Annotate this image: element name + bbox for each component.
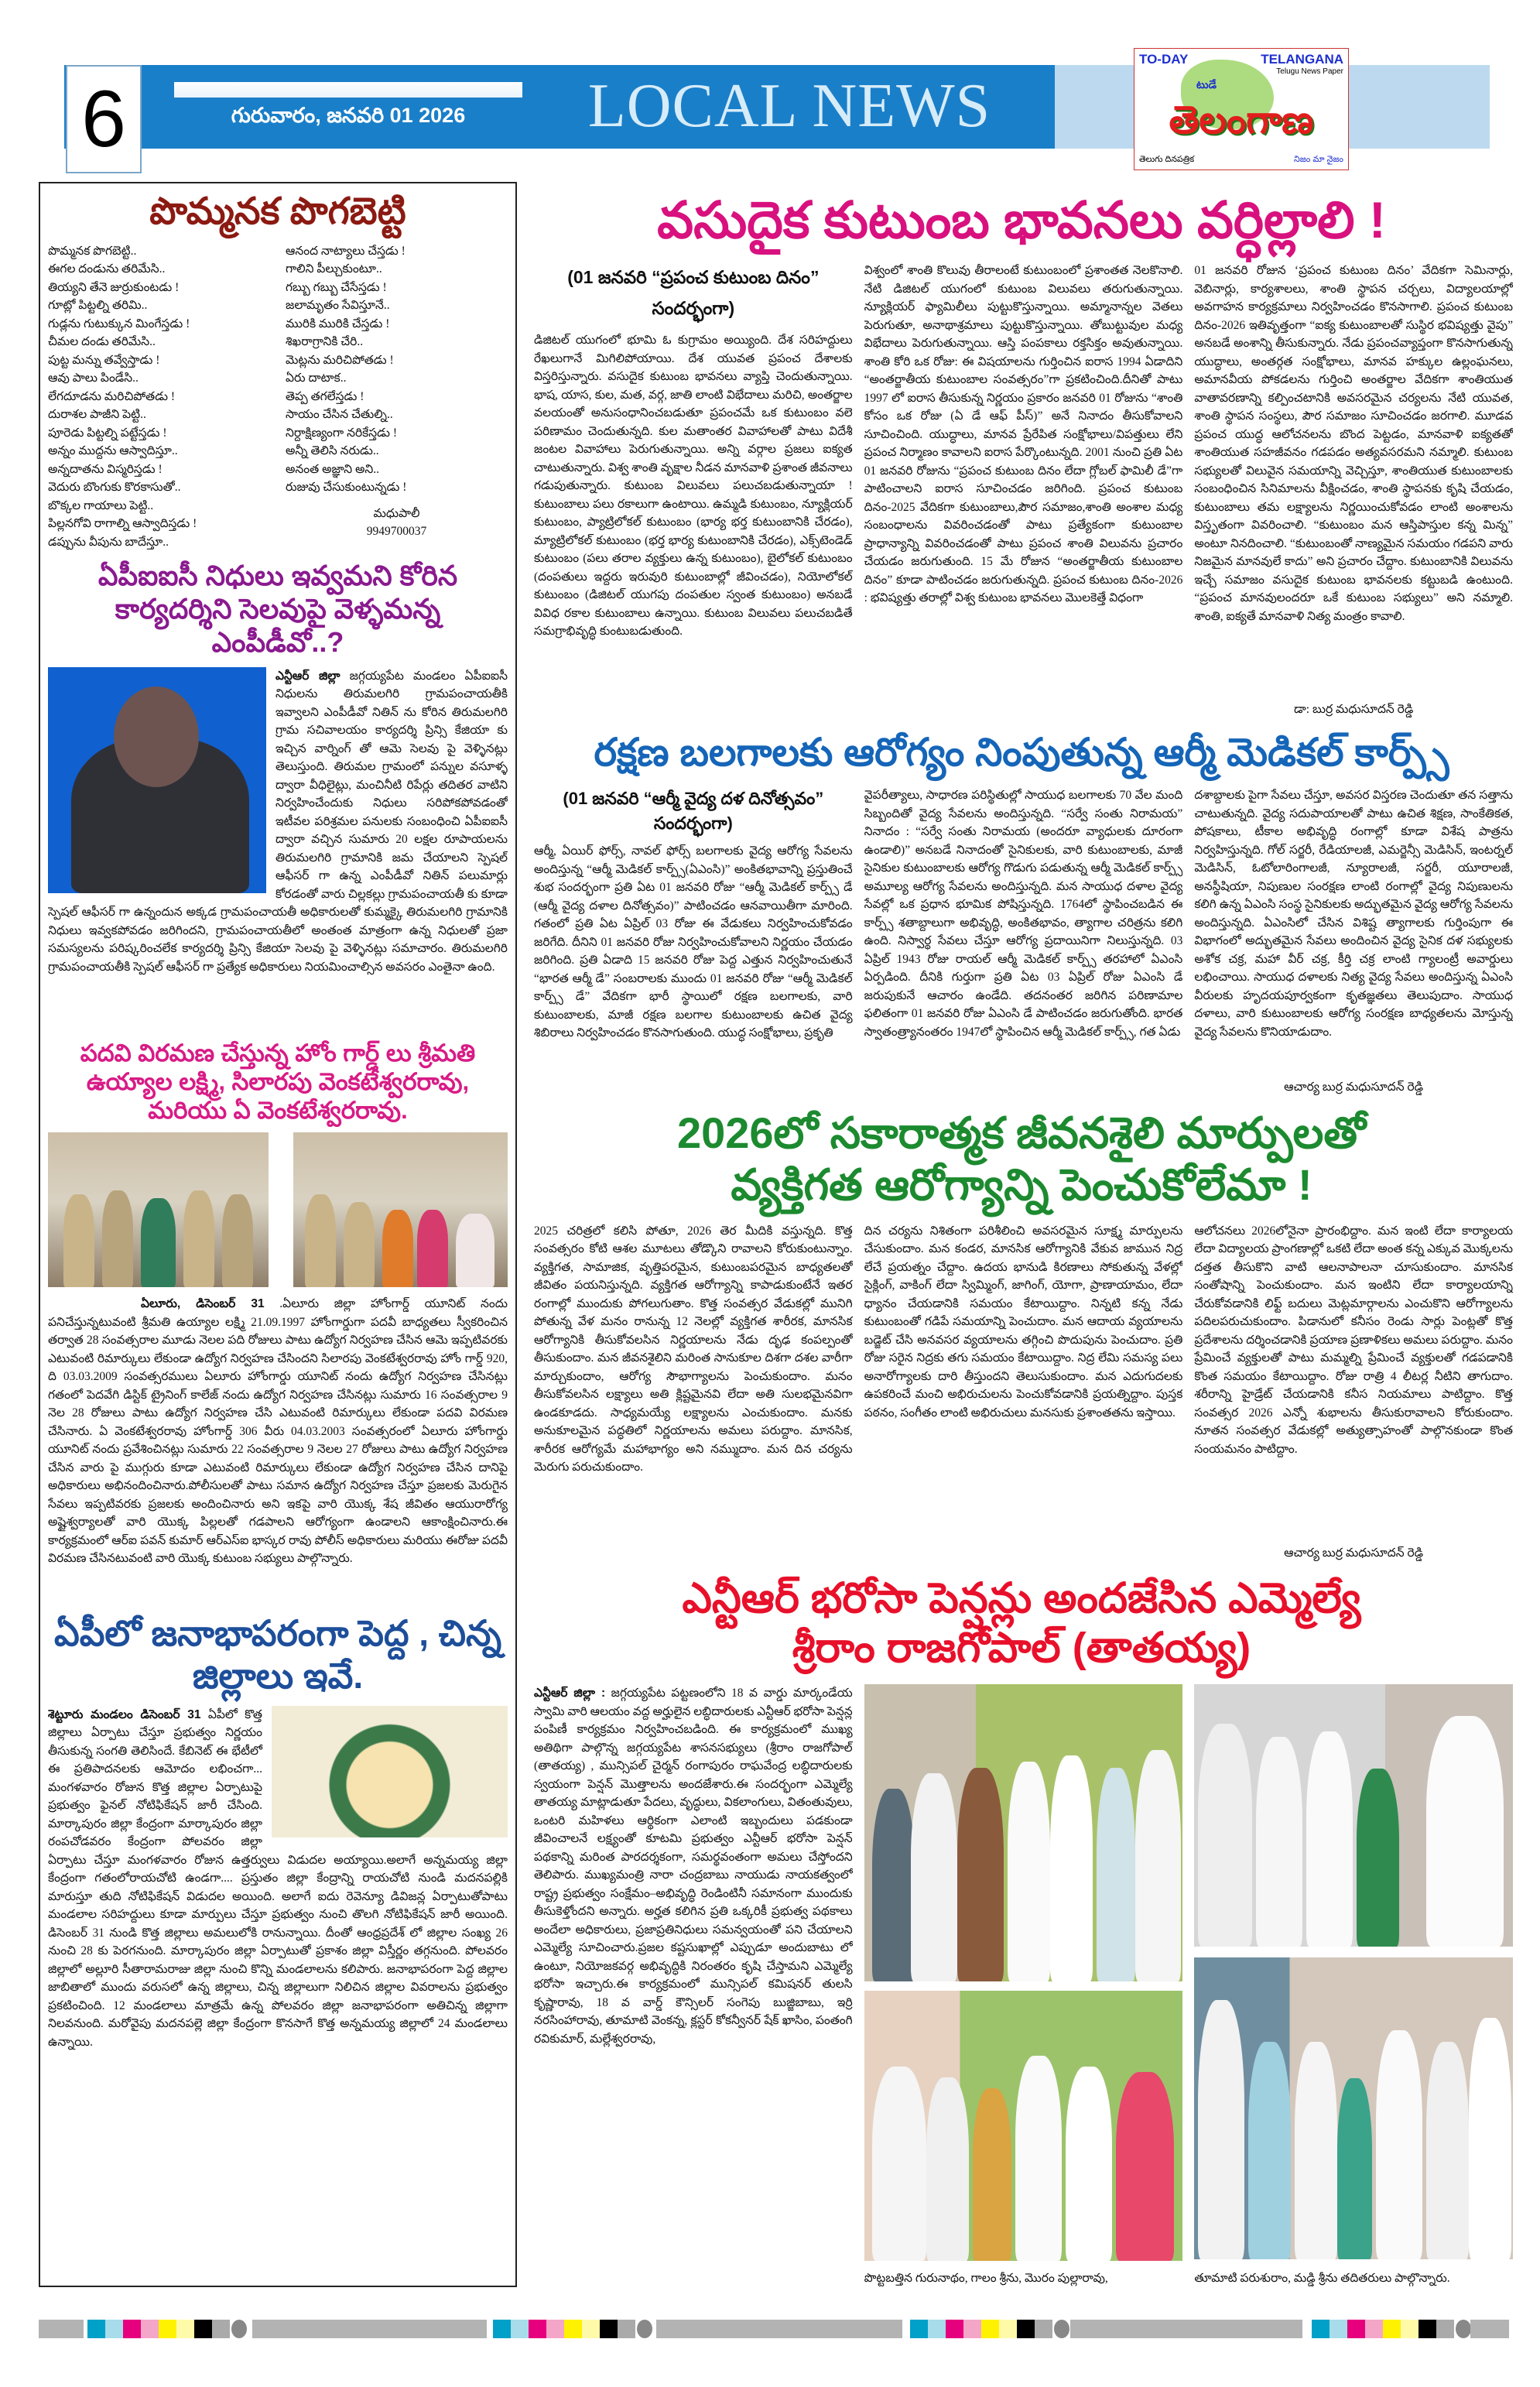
apiic-body-rest: నితిన్ పలుమార్లు కోరడంతో వారు చిల్లకల్లు గ్రామపంచాయతీ కు కూడా స్పెషల్ ఆఫీసర్ గా ఉన్నందున అక్కడ గ్రామపంచాయతీ అధికారులతో కుమ్మక్కై తిరుమలగిరి గ్రామానికి నిధులు ఇవ్వకపోవడం జరిగిందని, గ్రామపంచాయతీలో అంతంత మాత్రంగా ఉన్న నిధులతో ప్రజా సమస్యలను పరిష్కరించలేక కార్యదర్శి ప్రిన్సి కేజియా సెలవు పై వెళ్ళినట్లు సమాచారం. తిరుమలగిరి గ్రామపంచాయతీకి స్పెషల్ ఆఫీసర్ గా ప్రత్యేక అధికారులు నియమించాల్సిన అవసరం ఎంతైనా ఉంది. [48, 869, 508, 974]
lifestyle-col-3-wrap [1194, 1222, 1513, 1563]
poem-line: దురాశల పాజీని పెట్టి.. [48, 408, 146, 422]
homeguard-body [48, 1295, 508, 1604]
registration-mark [1456, 2320, 1471, 2338]
registration-mark [637, 2320, 652, 2338]
poem-line: చీమల దండు తరిమేసి.. [48, 335, 156, 349]
homeguard-dateline: ఏలూరు, డిసెంబర్ 31 [141, 1297, 265, 1311]
poem-line: జలామృతం సేవిస్తూనే.. [286, 299, 390, 313]
apiic-headline: ఏపీఐఐసీ నిధులు ఇవ్వమని కోరిన కార్యదర్శిని సెలవుపై వెళ్ళమన్న ఎంపీడీవో..? [98, 560, 458, 659]
color-swatch [1017, 2320, 1035, 2338]
ntr-headline-line-1: ఎన్టీఆర్ భరోసా పెన్షన్లు అందజేసిన ఎమ్మెల్యే [682, 1574, 1361, 1622]
ntr-headline [526, 1574, 1517, 1674]
districts-dateline: శెట్టూరు మండలం డిసెంబర్ 31 [48, 1707, 201, 1721]
poem-line: అనంత అజ్ఞాని అని.. [286, 462, 379, 476]
color-swatch [511, 2320, 529, 2338]
family-author: డా: బుర్ర మధుసూదన్ రెడ్డి [1293, 702, 1414, 716]
lifestyle-column-1: 2025 చరిత్రలో కలిసి పోతూ, 2026 తెర మీదికి వస్తున్నది. కొత్త సంవత్సరం కోటి ఆశల మూటలు తోడ్కొని రావాలని కోరుకుంటున్నాం. వ్యక్తిగత, సామాజిక, వృత్తిపరమైన, కుటుంబపరమైన బాధ్యతలతో జీవితం పయనిస్తున్నది. వ్యక్తిగత ఆరోగ్యాన్ని కాపాడుకుంటేనే ఇతర రంగాల్లో ముందుకు పోగలుగుతాం. కొత్త సంవత్సర వేడుకల్లో మునిగి పోతున్న వేళ మనం రానున్న 12 నెలల్లో వ్యక్తిగత శారీరక, మానసిక ఆరోగ్యానికి తీసుకోవలసిన నిర్ణయాలను నేడు దృఢ కంపల్పంతో తీసుకుందాం. మన జీవనశైలిని మరింత సానుకూల దిశగా దశల వారీగా మార్చుకుందాం, ఆరోగ్య సౌభాగ్యాలను పెంచుకుందాం. మనం తీసుకోవలసిన లక్ష్యాలు అతి క్లిష్టమైనవి లేదా అతి సులభమైనవిగా ఉండకూడదు. సాధ్యమయ్యే లక్ష్యాలను ఎంచుకుందాం. మనకు అనుకూలమైన పద్ధతిలో నిర్ణయాలను అమలు పరుద్దాం. మానసిక, శారీరక ఆరోగ్యమే మహాభాగ్యం అని నమ్ముదాం. మన దిన చర్యను మెరుగు పరుచుకుందాం. [534, 1224, 853, 1474]
color-swatch [493, 2320, 511, 2338]
ntr-columns [526, 1684, 1517, 2287]
color-swatch [1347, 2320, 1365, 2338]
color-swatch [1035, 2320, 1052, 2338]
poem-line: తియ్యని తేనె జుర్రుకుంటడు ! [48, 280, 180, 294]
poem-line: ఈగల దండును తరిమేసి.. [48, 262, 166, 276]
color-swatch [546, 2320, 564, 2338]
poem-line: అన్నదాతను విస్మరిస్తడు ! [48, 462, 163, 476]
apiic-dateline: ఎన్టీఆర్ జిల్లా [275, 669, 341, 683]
ntr-col-1-wrap [534, 1684, 853, 2287]
family-column-2: విశ్వంలో శాంతి కొలువు తీరాలంటే కుటుంబంలో ప్రశాంతత నెలకొనాలి. నేటి డిజిటల్ యుగంలో కుటుంబ విలువలు తరుగుతున్నాయి. న్యూక్లియర్ ఫ్యామిలీలు పుట్టుకొస్తున్నాయి. అమ్మానాన్నల వెతలు పెరుగుతూ, అనాథాశ్రమాలు పుట్టుకొస్తున్నాయి. తోబుట్టువుల మధ్య విభేదాలు పెరుగుతున్నాయి. ఆస్తి పంపకాలు రక్తసిక్తం అవుతున్నాయి. శాంతి కోరి ఒక రోజు: ఈ విషయాలను గుర్తించిన ఐరాస 1994 ఏడాదిని “అంతర్జాతీయ కుటుంబాల సంవత్సరం”గా ప్రకటించింది.దీనితో పాటు 1997 లో ఐరాస తీసుకున్న నిర్ణయం ప్రకారం జనవరి 01 రోజును “శాంతి కోసం ఒక రోజు (ఏ డే ఆఫ్ పీస్)” అనే నినాదం తీసుకోవాలని సూచించింది. యుద్ధాలు, మానవ ప్రేరేపిత సంక్షోభాలు/విపత్తులు లేని ప్రపంచ నిర్మాణం కావాలని ఐరాస పేర్కొంటున్నది. 2001 నుంచి ప్రతి ఏట 01 జనవరి రోజును “ప్రపంచ కుటుంబ దినం లేదా గ్లోబల్ ఫామిలీ డే”గా పాటించాలని ఐరాస సూచించడం జరిగింది. ప్రపంచ కుటుంబ దినం-2025 వేదికగా కుటుంబాలు,పౌర సమాజం,శాంతి అంశాల మధ్య సంబంధాలను వివరించడంతో పాటు ప్రత్యేకంగా కుటుంబాల ప్రాధాన్యాన్ని వివరించడంతో పాటు ప్రపంచ శాంతి విలువను ప్రచారం చేయడం జరుగుతుంది. 15 మే రోజున “అంతర్జాతీయ కుటుంబాల దినం” కూడా పాటించడం జరుగుతున్నది. ప్రపంచ కుటుంబ దినం-2026 : భవిష్యత్తు తరాల్లో విశ్వ కుటుంబ భావనలు మొలకెత్తే విధంగా [864, 264, 1183, 605]
poem-line: పొమ్మనక పొగబెట్టి.. [48, 244, 137, 258]
registration-mark [1054, 2320, 1069, 2338]
logo-telangana: TELANGANA [1261, 52, 1343, 67]
districts-body [48, 1706, 508, 2279]
poem-title: పొమ్మనక పొగబెట్టి [149, 191, 406, 232]
color-swatch [1436, 2320, 1454, 2338]
poem-line: తెప్ప తగలేస్తడు ! [286, 389, 364, 403]
newspaper-logo [1134, 48, 1349, 170]
family-columns [526, 262, 1517, 718]
army-column-2: వైపరీత్యాలు, సాధారణ పరిస్థితుల్లో సాయుధ బలగాలకు 70 వేల మంది సిబ్బందితో వైద్య సేవలను అందిస్తున్నది. “సర్వే సంతు నిరామయ” నినాదం : “సర్వే సంతు నిరామయ (అందరూ వ్యాధులకు దూరంగా ఉండాలి)” అనబడే నినాదంతో సైనికులకు, వారి కుటుంబాలకు, మాజీ సైనికుల కుటుంబాలకు ఆరోగ్య గొడుగు పడుతున్న ఆర్మీ మెడికల్ కార్ప్స్ అమూల్య ఆరోగ్య సేవలను అందిస్తున్నది. మన సాయుధ దళాల వైద్య సేవల్లో ఒక ప్రధాన భూమిక పోషిస్తున్నది. 1764లో స్థాపించబడిన ఈ కార్ప్స్ శతాబ్దాలుగా అభివృద్ధి, అంకితభావం, త్యాగాల చరిత్రను కలిగి ఉంది. నిస్వార్థ సేవలు చేస్తూ ఆరోగ్య ప్రదాయినిగా నిలుస్తున్నది. 03 ఏప్రిల్ 1943 రోజు రాయల్ ఆర్మీ మెడికల్ కార్ప్స్ తరహాలో ఏఎంసి ఏర్పడింది. దీనికి గుర్తుగా ప్రతి ఏట 03 ఏప్రిల్ రోజు ఏఎంసి డే జరుపుకునే ఆచారం ఉండేది. తదనంతర జరిగిన పరిణామాల ఫలితంగా 01 జనవరి రోజు ఏఎంసి డే పాటించడం జరుగుతోంది. భారత స్వాతంత్ర్యానంతరం 1947లో స్థాపించిన ఆర్మీ మెడికల్ కార్ప్స్, గత ఏడు [864, 789, 1183, 1039]
color-swatch [194, 2320, 212, 2338]
color-swatch [928, 2320, 946, 2338]
lifestyle-column-2: దిన చర్యను నిశితంగా పరిశీలించి అవసరమైన సూక్ష్మ మార్పులను చేసుకుందాం. మన కండర, మానసిక ఆరోగ్యానికి వేకువ జామున నిద్ర లేచే ప్రయత్నం చేద్దాం. ఉదయ భానుడి కిరణాలు సోకుతున్న వేళల్లో సైక్లింగ్, వాకింగ్ లేదా స్విమ్మింగ్, జాగింగ్, యోగా, ప్రాణాయామం, లేదా ధ్యానం చేయడానికి సమయం కేటాయిద్దాం. నిన్నటి కన్న నేడు కుటుంబంతో గడిపే సమయాన్ని పెంచుదాం. మన ఆదాయ వ్యయాలను బడ్జెట్ చేసి అనవసర వ్యయాలను తగ్గించి పొదుపును పెంచుదాం. ప్రతి రోజు సరైన నిద్రకు తగు సమయం కేటాయిద్దాం. నిద్ర లేమి సమస్య పలు అనారోగ్యాలకు దారి తీస్తుందని తెలుసుకుందాం. మన ఎదుగుదలకు ఉపకరించే మంచి అభిరుచులను పెంచుకోవడానికి ప్రయత్నిద్దాం. పుస్తక పఠనం, సంగీతం లాంటి అభిరుచులు మనసుకు ప్రశాంతతను ఇస్తాయి. [864, 1224, 1183, 1420]
color-swatch [1401, 2320, 1419, 2338]
poem-line: పిల్లనగోవి రాగాల్ని ఆస్వాదిస్తడు ! [48, 517, 197, 531]
color-swatch [618, 2320, 635, 2338]
logo-tagline-left: తెలుగు దినపత్రిక [1139, 155, 1195, 164]
color-swatch [87, 2320, 105, 2338]
lifestyle-col-2-wrap [864, 1222, 1183, 1563]
lifestyle-headline [526, 1107, 1517, 1211]
color-swatch [999, 2320, 1017, 2338]
color-swatch [582, 2320, 600, 2338]
poem-line: పుట్ట మన్ను తవ్వేస్తాడు ! [48, 353, 160, 367]
army-columns [526, 786, 1517, 1096]
color-swatch [564, 2320, 582, 2338]
right-column [526, 190, 1517, 2287]
color-swatch [1330, 2320, 1347, 2338]
homeguard-photos [48, 1132, 508, 1287]
ntr-col-3-wrap [1194, 1684, 1513, 2287]
logo-tagline-right: నిజం మా నైజం [1294, 155, 1343, 164]
gray-block [39, 2320, 84, 2338]
color-swatch [529, 2320, 546, 2338]
color-swatch [1419, 2320, 1436, 2338]
poem-phone: 9949700037 [366, 525, 427, 539]
family-col-3-wrap [1194, 262, 1513, 718]
poem-line: అన్నం ముద్దను ఆస్వాదిస్తూ.. [48, 444, 178, 458]
apiic-lead-text: జగ్గయ్యపేట మండలం ఏపీఐఐసీ నిధులను తిరుమలగిరి గ్రామపంచాయతీకి ఇవ్వాలని ఎంపీడీవో నితిన్ ను కోరిన తిరుమలగిరి గ్రామ సచివాలయం కార్యదర్శి ప్రిన్సి కేజియా కు ఇచ్చిన వార్నింగ్ తో ఆమె సెలవు పై వెళ్ళినట్లు తెలుస్తుంది. తిరుమల గ్రామంలో పన్నుల వసూళ్ళ ద్వారా వీధిలైట్లు, మంచినీటి రిపేర్లు తదితర వాటిని నిర్వహించేందుకు నిధులు సరిపోకపోవడంతో ఇటీవల పరిశ్రమల పనులకు సంబంధించి ఏపీఐఐసీ ద్వారా వచ్చిన సుమారు 20 లక్షల రూపాయలను తిరుమలగిరి గ్రామానికి జమ చేయాలని స్పెషల్ ఆఫీసర్ గా ఉన్న ఎంపీడీవో [275, 669, 508, 883]
family-col-2-wrap [864, 262, 1183, 718]
color-swatch [1365, 2320, 1383, 2338]
lifestyle-author: ఆచార్య బుర్ర మధుసూదన్ రెడ్డి [1284, 1546, 1424, 1560]
poem-line: ఆవు పాలు పిండేసి.. [48, 372, 139, 385]
homeguard-photo-2 [293, 1132, 508, 1287]
page-number: 6 [66, 65, 142, 173]
poem-author: మధుపాలీ [373, 506, 420, 520]
lifestyle-col-1-wrap [534, 1222, 853, 1563]
homeguard-photo-1 [48, 1132, 269, 1287]
poem-line: లేగదూడను మరిచిపోతడు ! [48, 389, 176, 403]
poem-line: మురికి మురికి చేస్తడు ! [286, 317, 390, 330]
date-box [174, 82, 522, 144]
poem-line: వెదురు బొంగుకు కొరకాసుతో.. [48, 481, 181, 495]
color-swatch [910, 2320, 928, 2338]
family-headline: వసుదైక కుటుంబ భావనలు వర్ధిల్లాలి ! [657, 191, 1386, 248]
districts-lead-text: ఏపీలో కొత్త జిల్లాలు ఏర్పాటు చేస్తూ ప్రభుత్వం నిర్ణయం తీసుకున్న సంగతి తెలిసిందే. కేబినెట్ ఈ భేటీలో ఈ ప్రతిపాదనలకు ఆమోదం లభించగా... మంగళవారం రోజున కొత్త జిల్లాల ఏర్పాటుపై ప్రభుత్వం ఫైనల్ నోటిఫికేషన్ జారీ చేసింది. మార్కాపురం జిల్లా కేంద్రంగా మార్కాపురం జిల్లా [48, 1707, 262, 1830]
logo-main: తెలంగాణ [1169, 98, 1314, 142]
poem-line: బొక్కల గాయాలు పెట్టి.. [48, 498, 154, 512]
color-swatch [159, 2320, 176, 2338]
poem-line: గుడ్లను గుటుక్కున మింగేస్తడు ! [48, 317, 190, 330]
poem-line: నిర్దాక్షిణ్యంగా నరికేస్తడు ! [286, 426, 397, 440]
army-column-1: ఆర్మీ, ఏయిర్ ఫోర్స్, నావల్ ఫోర్స్ బలగాలకు వైద్య ఆరోగ్య సేవలను అందిస్తున్న “ఆర్మీ మెడికల్ కార్ప్స్(ఏఎంసి)” అంకితభావాన్ని ప్రస్తుతించే శుభ సందర్భంగా ప్రతి ఏట 01 జనవరి రోజు “ఆర్మీ మెడికల్ కార్ప్స్ డే (ఆర్మీ వైద్య దళాల దినోత్సవం)” పాటించడం ఆనవాయితీగా మారింది. గతంలో ప్రతి ఏట ఏప్రిల్ 03 రోజు ఈ వేడుకలు నిర్వహించుకోవడం జరిగేది. దీనిని 01 జనవరి రోజు నిర్వహించుకోవాలని నిర్ణయం చేయడం జరిగింది. ప్రతి ఏడాది 15 జనవరి రోజు పెద్ద ఎత్తున నిర్వహించుతునే “భారత ఆర్మీ డే” సంబరాలకు ముందు 01 జనవరి రోజు “ఆర్మీ మెడికల్ కార్ప్స్ డే” వేదికగా భారీ స్థాయిలో రక్షణ బలగాలకు, వారి కుటుంబాలకు, మాజీ రక్షణ బలగాల కుటుంబాలకు ఉచిత వైద్య శిబిరాలు నిర్వహించడం కొనసాగుతుంది. యుద్ధ సంక్షోభాలు, ప్రకృతి [534, 844, 853, 1040]
poem [48, 242, 508, 552]
color-swatch [963, 2320, 981, 2338]
section-title: LOCAL NEWS [587, 72, 991, 140]
ap-emblem-image [272, 1706, 508, 1837]
poem-line: అన్నీ తెలిసి నరుడు.. [286, 444, 379, 458]
pension-photo-2 [864, 1991, 1183, 2261]
family-subtitle: (01 జనవరి “ప్రపంచ కుటుంబ దినం” సందర్భంగా) [567, 267, 820, 319]
army-subtitle: (01 జనవరి “ఆర్మీ వైద్య దళ దినోత్సవం” సందర్భంగా) [563, 789, 824, 834]
color-swatch [1312, 2320, 1330, 2338]
color-swatch [600, 2320, 618, 2338]
pension-photo-4 [1194, 1957, 1513, 2259]
logo-today: TO-DAY [1139, 52, 1189, 67]
left-column-box [39, 182, 517, 2287]
poem-right-wrap [286, 242, 508, 552]
army-col-2-wrap [864, 786, 1183, 1096]
districts-headline: ఏపీలో జనాభాపరంగా పెద్ద , చిన్న జిల్లాలు ఇవే. [54, 1613, 501, 1697]
color-swatch [176, 2320, 194, 2338]
poem-line: గబ్బు గబ్బు చేసేస్తడు ! [286, 280, 387, 294]
poem-line: ఏరు దాటాక.. [286, 372, 347, 385]
poem-line: డప్పును వీపును బాదేస్తూ.. [48, 535, 169, 549]
apiic-body [48, 667, 508, 1031]
poem-right-stanza [286, 242, 508, 497]
color-swatch [1383, 2320, 1401, 2338]
ntr-dateline: ఎన్టీఆర్ జిల్లా : [534, 1687, 606, 1700]
army-column-3: దశాబ్దాలకు పైగా సేవలు చేస్తూ, అవసర విస్తరణ చెందుతూ తన సత్తాను చాటుతున్నది. వైద్య సదుపాయాలతో పాటు ఉచిత శిక్షణ, సాంకేతికత, పోషకాలు, టీకాల అభివృద్ధి రంగాల్లో కూడా విశేష పాత్రను నిర్వహిస్తున్నది. గోల్ సర్జరీ, రేడియాలజీ, ఎమర్జెన్సీ మెడిసిన్, ఇంటర్నల్ మెడిసిన్, ఓటోలారింగాలజీ, న్యూరాలజీ, సర్జరీ, యూరాలజీ, అనస్థీషియా, నిపుణుల సంరక్షణ లాంటి రంగాల్లో వైద్య నిపుణులను కలిగి ఉన్న ఏఎంసి సంస్థ సైనికులకు అద్భుతమైన వైద్య ఆరోగ్య సేవలను అందిస్తున్నది. ఏఎంసిలో చేసిన విశిష్ట త్యాగాలకు గుర్తింపుగా ఈ విభాగంలో అద్భుతమైన సేవలు అందించిన వైద్య సైనిక దళ సభ్యులకు అశోక చక్ర, మహా వీర్ చక్ర, కీర్తి చక్ర లాంటి గ్యాలంట్రీ అవార్డులు లభించాయి. సాయుధ దళాలకు నిత్య వైద్య సేవలు అందిస్తున్న ఏఎంసి వీరులకు హృదయపూర్వకంగా కృతజ్ఞతలు తెలుపుదాం. సాయుధ దళాలు, వారి కుటుంబాలకు ఆరోగ్య సంరక్షణ బాధ్యతలను మోస్తున్న వైద్య సేవలను కొనియాడుదాం. [1194, 789, 1513, 1039]
gray-block [1070, 2320, 1302, 2338]
poem-line: సాయం చేసిన చేతుల్ని.. [286, 408, 393, 422]
ntr-body [534, 1684, 853, 2287]
secretary-photo [48, 667, 266, 893]
poem-line: ఆనంద నాట్యాలు చేస్తడు ! [286, 244, 406, 258]
poem-line: మెట్లను మరిచిపోతడు ! [286, 353, 394, 367]
family-column-1: డిజిటల్ యుగంలో భూమి ఓ కుగ్రామం అయ్యింది. దేశ సరిహద్దులు రేఖలుగానే మిగిలిపోయాయి. దేశ యువత ప్రపంచ దేశాలకు విస్తరిస్తున్నారు. వసుదైక కుటుంబ భావనలు వ్యాప్తి చెందుతున్నాయి. భాష, యాస, కుల, మత, వర్గ, జాతి లాంటి విభేదాలు మరిచి, అంతర్జాల వలయంతో అనుసంధానించబడుతూ ప్రపంచమే ఒక కుటుంబం వలె పరిణామం చెందుతున్నది. కుల మతాంతర వివాహాలతో పాటు విదేశీ జంటల వివాహాలు పెరుగుతున్నాయి. అన్ని వర్గాల ప్రజలు ఐక్యత చాటుతున్నారు. విశ్వ శాంతి వృక్షాల నీడన మానవాళి ప్రశాంత జీవనాలు గడుపుతున్నారు. కుటుంబ విలువలు పలుచబడుతున్నాయా ! కుటుంబాలు పలు రకాలుగా ఉంటాయి. ఉమ్మడి కుటుంబం, న్యూక్లియర్ కుటుంబం, ప్యాట్రిలోకల్ కుటుంబం (భార్య భర్త కుటుంబానికి చేరడం), మ్యాట్రిలోకల్ కుటుంబం (భర్త భార్య కుటుంబానికి చేరడం), ఎక్స్‌టెండెడ్ కుటుంబం (పలు తరాల వ్యక్తులు ఉన్న కుటుంబం), బైలోకల్ కుటుంబం (దంపతులు ఇద్దరు ఇరువురి కుటుంబాల్లో జీవించడం), నియోలోకల్ కుటుంబం (డిజిటల్ యుగపు దంపతుల స్వంత కుటుంబం) అనబడే వివిధ రకాల కుటుంబాలు ఉన్నాయి. కుటుంబ విలువలు పలుచబడితే సమగ్రాభివృద్ధి కుంటుబడుతుంది. [534, 334, 853, 639]
districts-body-rest: రంపచోడవరం కేంద్రంగా పోలవరం జిల్లా ఏర్పాటు చేస్తూ మంగళవారం రోజున ఉత్తర్వులు విడుదల అయ్యాయి.అలాగే అన్నమయ్య జిల్లా కేంద్రంగా గతంలోరాయచోటి ఉండగా.... ప్రస్తుతం జిల్లా కేంద్రాన్ని రాయచోటి నుండి మదనపల్లికి మారుస్తూ తుది నోటిఫికేషన్ విడుదల అయింది. అలాగే ఐదు రెవెన్యూ డివిజన్ల ఏర్పాటుతోపాటు మండలాల సరిహద్దులు కూడా మార్పులు చేస్తూ ప్రభుత్వం నుంచి తొలగి నోటిఫికేషన్ జారీ అయింది. డిసెంబర్ 31 నుండి కొత్త జిల్లాలు అమలులోకి రానున్నాయి. దీంతో ఆంధ్రప్రదేశ్ లో జిల్లాల సంఖ్య 26 నుంచి 28 కు పెరగనుంది. మార్కాపురం జిల్లా ఏర్పాటుతో ప్రకాశం జిల్లా విస్తీర్ణం తగ్గనుంది. పోలవరం జిల్లాలో అల్లూరి సీతారామరాజు జిల్లా నుంచి కొన్ని మండలాలను కలిపారు. జనాభాపరంగా పెద్ద జిల్లాల జాబితాలో ముందు వరుసలో ఉన్న జిల్లాలు, చిన్న జిల్లాలుగా నిలిచిన జిల్లాల వివరాలను ప్రభుత్వం ప్రకటించింది. 12 మండలాలు మాత్రమే ఉన్న పోలవరం జిల్లా జనాభాపరంగా అతిచిన్న జిల్లాగా నిలవనుంది. మరోవైపు మదనపల్లె జిల్లా కేంద్రంగా కొనసాగే కొత్త అన్నమయ్య జిల్లాలో 24 మండలాలు ఉన్నాయి. [48, 1835, 508, 2049]
logo-small: టుడే [1196, 78, 1217, 91]
color-swatch [981, 2320, 999, 2338]
homeguard-headline: పదవి విరమణ చేస్తున్న హోం గార్డ్ లు శ్రీమతి ఉయ్యాల లక్ష్మి, సిలారపు వెంకటేశ్వరరావు, మరియు ఏ వెంకటేశ్వరరావు. [80, 1039, 476, 1125]
poem-line: శిఖరాగ్రానికి చేరి.. [286, 335, 364, 349]
ntr-headline-line-2: శ్రీరాం రాజగోపాల్ (తాతయ్య) [792, 1625, 1251, 1672]
army-headline: రక్షణ బలగాలకు ఆరోగ్యం నింపుతున్న ఆర్మీ మెడికల్ కార్ప్స్ [594, 731, 1449, 775]
lifestyle-column-3: ఆలోచనలు 2026లోనైనా ప్రారంభిద్దాం. మన ఇంటి లేదా కార్యాలయ లేదా విద్యాలయ ప్రాంగణాల్లో ఒకటి లేదా అంత కన్న ఎక్కువ మొక్కలను దత్తత తీసుకొని వాటి ఆలనాపాలనా చూసుకుందాం. మానసిక సంతోషాన్ని పెంచుకుందాం. మన ఇంటిని లేదా కార్యాలయాన్ని చేరుకోవడానికి లిఫ్ట్ బదులు మెట్లమార్గాలను ఎంచుకొని ఆరోగ్యాలను పదిలపరుచుకుందాం. పిడానులో కనీసం రెండు సార్లు పెంట్లతో కొత్త ప్రదేశాలను దర్శించడానికి ప్రయాణ ప్రణాళికలు అమలు పరుద్దాం. మనం ప్రేమించే వ్యక్తులతో పాటు మమ్మల్ని ప్రేమించే వ్యక్తులతో గడపడానికి కొంత సమయం కేటాయిద్దాం. రోజు రాత్రి 4 లీటర్ల నీటిని తాగుదాం. శరీరాన్ని హైడ్రేట్ చేయడానికి కనీస నియమాలు పాటిద్దాం. కొత్త సంవత్సర 2026 ఎన్నో శుభాలను తీసుకురావాలని కోరుకుందాం. నూతన సంవత్సర వేడుకల్లో అత్యుత్సాహంతో పాల్గొనకుండా కొంత సంయమనం పాటిద్దాం. [1194, 1224, 1513, 1456]
poem-line: పూరెడు పిట్టల్ని పట్టేస్తడు ! [48, 426, 167, 440]
color-swatch [105, 2320, 123, 2338]
army-col-1-wrap [534, 786, 853, 1096]
color-swatch [123, 2320, 141, 2338]
ntr-body-text: జగ్గయ్యపేట పట్టణంలోని 18 వ వార్డు మార్కండేయ స్వామి వారి ఆలయం వద్ద అర్హులైన లబ్ధిదారులకు ఎన్టీఆర్ భరోసా పెన్షన్ల పంపిణీ కార్యక్రమం నిర్వహించబడింది. ఈ కార్యక్రమంలో ముఖ్య అతిథిగా పాల్గొన్న జగ్గయ్యపేట శాసనసభ్యులు (శ్రీరాం రాజగోపాల్ (తాతయ్య) , మున్సిపల్ చైర్మన్ రంగాపురం రాఘవేంద్ర లబ్ధిదారులకు స్వయంగా పెన్షన్ మొత్తాలను అందజేశారు.ఈ సందర్భంగా ఎమ్మెల్యే తాతయ్య మాట్లాడుతూ పేదలు, వృద్ధులు, వికలాంగులు, వితంతువులు, ఒంటరి మహిళలు ఆర్థికంగా ఎలాంటి ఇబ్బందులు పడకుండా జీవించాలనే లక్ష్యంతో కూటమి ప్రభుత్వం ఎన్టీఆర్ భరోసా పెన్షన్ పథకాన్ని మరింత పారదర్శకంగా, సమర్థవంతంగా అమలు చేస్తోందని తెలిపారు. ముఖ్యమంత్రి నారా చంద్రబాబు నాయుడు నాయకత్వంలో రాష్ట్ర ప్రభుత్వం సంక్షేమం–అభివృద్ధి రెండింటినీ సమానంగా ముందుకు తీసుకెళ్తోందని అన్నారు. అర్హత కలిగిన ప్రతి ఒక్కరికీ ప్రభుత్వ పథకాలు అందేలా అధికారులు, ప్రజాప్రతినిధులు సమన్వయంతో పని చేయాలని ఎమ్మెల్యే సూచించారు.ప్రజల కష్టసుఖాల్లో ఎప్పుడూ అందుబాటు లో ఉంటూ, నియోజకవర్గ అభివృద్ధికి నిరంతరం కృషి చేస్తామని ఎమ్మెల్యే భరోసా ఇచ్చారు.ఈ కార్యక్రమంలో మున్సిపల్ కమిషనర్ తులసి కృష్ణారావు, 18 వ వార్డ్ కౌన్సిలర్ సంగెపు బుజ్జిబాబు, ఇర్రి నరసింహారావు, తూమాటి వెంకన్న, క్లస్టర్ కోకన్వీనర్ షేక్ ఖాసిం, పంతంగి రవికుమార్, మల్లేశ్వరరావు, [534, 1687, 853, 2046]
family-col-1-wrap [534, 262, 853, 718]
color-swatch [141, 2320, 159, 2338]
poem-line: గాలిని పీల్చుకుంటూ.. [286, 262, 382, 276]
gray-block [252, 2320, 487, 2338]
army-author: ఆచార్య బుర్ర మధుసూదన్ రెడ్డి [1284, 1080, 1424, 1094]
lifestyle-headline-line-2: వ్యక్తిగత ఆరోగ్యాన్ని పెంచుకోలేమా ! [731, 1160, 1312, 1210]
poem-line: గూట్లో పిట్టల్ని తరిమి.. [48, 299, 148, 313]
family-column-3: 01 జనవరి రోజున ‘ప్రపంచ కుటుంబ దినం’ వేదికగా సెమినార్లు, వెబినార్లు, కార్యశాలలు, శాంతి స్థాపన చర్చలు, విద్యాలయాల్లో అవగాహన కార్యక్రమాలు నిర్వహించడం కొనసాగాలి. ప్రపంచ కుటుంబ దినం-2026 ఇతివృత్తంగా “ఐక్య కుటుంబాలతో సుస్థిర భవిష్యత్తు వైపు” అనబడే అంశాన్ని తీసుకున్నారు. నేడు ప్రపంచవ్యాప్తంగా కొనసాగుతున్న యుద్ధాలు, అంతర్గత సంక్షోభాలు, మానవ హక్కుల ఉల్లంఘనలు, అమానవీయ పోకడలను గుర్తించి అంతర్జాల వేదికగా శాంతియుత వాతావరణాన్ని కల్పించటానికి అవసరమైన చర్యలను నేటి యువత, శాంతి స్థాపన సంస్థలు, పౌర సమాజం సూచించడం జరగాలి. మూడవ ప్రపంచ యుద్ధ ఆలోచనలను బొంద పెట్టడం, మానవాళి ఐక్యతతో శాంతియుత సహజీవనం గడపడం అత్యవసరమని నమ్మాలి. కుటుంబ సభ్యులతో విలువైన సమయాన్ని వెచ్చిస్తూ, శాంతియుత కుటుంబాలకు సంబంధించిన సినిమాలను వీక్షించడం, శాంతి స్థాపనకు కృషి చేయడం, కుటుంబాలు తమ లక్ష్యాలను నిర్ణయించుకోవడం లాంటి అంశాలను విస్తృతంగా వివరించాలి. “కుటుంబం మన ఆస్తిపాస్తుల కన్న మిన్న” అంటూ నినదించాలి. “కుటుంబంతో నాణ్యమైన సమయం గడపని వారు నిజమైన మానవులే కాదు” అని ప్రచారం చేద్దాం. కుటుంబానికి విలువను ఇచ్చే సమాజం వసుదైక కుటుంబ భావనలకు కట్టుబడి ఉంటుంది. “ప్రపంచ మానవులందరూ ఒకే కుటుంబ సభ్యులు” అని నమ్మాలి. శాంతి, ఐక్యతే మానవాళి నిత్య మంత్రం కావాలి. [1194, 264, 1513, 623]
pension-photo-3 [1194, 1684, 1513, 1947]
army-col-3-wrap [1194, 786, 1513, 1096]
lifestyle-headline-line-1: 2026లో సకారాత్మక జీవనశైలి మార్పులతో [676, 1108, 1367, 1158]
ntr-col-2-wrap [864, 1684, 1183, 2287]
poem-left-stanza [48, 242, 270, 552]
lifestyle-columns [526, 1222, 1517, 1563]
pension-photo-1 [864, 1684, 1183, 1981]
gray-block [656, 2320, 902, 2338]
logo-subtitle: Telugu News Paper [1276, 67, 1343, 76]
caption-middle: పొట్టబత్తిన గురునాథం, గాలం శ్రీను, మొరం పుల్లారావు, [864, 2272, 1108, 2285]
issue-date: గురువారం, జనవరి 01 2026 [231, 104, 466, 127]
color-swatch [946, 2320, 963, 2338]
registration-mark [231, 2320, 247, 2338]
date-box-strip [174, 82, 522, 98]
homeguard-body-text: .ఏలూరు జిల్లా హోంగార్డ్ యూనిట్ నందు పనిచేస్తున్నటువంటి శ్రీమతి ఉయ్యాల లక్ష్మి 21.09.1997 హోంగార్డుగా పదవీ బాధ్యతలు స్వీకరించిన తర్వాత 28 సంవత్సరాల మూడు నెలల పది రోజులు పాటు ఉద్యోగ నిర్వహణ చేసిన ఆమె ఇప్పటివరకు ఎటువంటి రిమార్కులు లేకుండా ఉద్యోగ నిర్వహణ చేసిందని సిలారపు వెంకటేశ్వరరావు హోం గార్డ్ 920, ది 03.03.2009 సంవత్సరములు ఏలూరు హోంగార్డు యూనిట్ నందు ఉద్యోగ నిర్వహణ చేసినట్లు గతంలో పెదవేగి డిస్టిక్ ట్రైనింగ్ కాలేజ్ నందు ఉద్యోగ నిర్వహణ చేసినట్లు సుమారు 16 సంవత్సరాల 9 నెల 28 రోజులు పాటు ఉద్యోగ నిర్వహణ చేసి ఎటువంటి రిమార్కులు లేకుండా పదవి విరమణ చేసినారు. ఏ వెంకటేశ్వరరావు హోంగార్డ్ 306 వీరు 04.03.2003 సంవత్సరంలో ఏలూరు హోంగార్డు యూనిట్ నందు ప్రవేశించినట్లు సుమారు 22 సంవత్సరాల 9 నెలల 27 రోజులు పాటు ఉద్యోగ నిర్వహణ చేసిన వారు పై ముగ్గురు కూడా ఎటువంటి రిమార్కులు లేకుండా ఉద్యోగ నిర్వహణ చేసిన దానిపై అధికారులు అభినందించినారు.పోలీసులతో పాటు సమాన ఉద్యోగ నిర్వహణ చేస్తూ ప్రజలకు మెరుగైన సేవలు ఇప్పటివరకు ప్రజలకు అందించినారు అని ఇకపై వారి యొక్క శేష జీవితం ఆయురారోగ్య అష్టైశ్వర్యాలతో వారి యొక్క పిల్లలతో గడపాలని ఆరోగ్యంగా ఉండాలని ఆకాంక్షించినారు.ఈ కార్యక్రమంలో ఆర్ఐ పవన్ కుమార్ ఆర్ఎస్ఐ భాస్కర రావు పోలీస్ అధికారులు మరియు ఈరోజు పదవీ విరమణ చేసినటువంటి వారి యొక్క కుటుంబ సభ్యులు పాల్గొన్నారు. [48, 1297, 508, 1566]
color-swatch [212, 2320, 230, 2338]
poem-line: రుజువు చేసుకుంటున్నడు ! [286, 481, 407, 495]
gray-block [1470, 2320, 1509, 2338]
caption-right: తూమాటి పరుశురాం, మడ్డి శ్రీను తదితరులు పాల్గొన్నారు. [1194, 2272, 1450, 2285]
